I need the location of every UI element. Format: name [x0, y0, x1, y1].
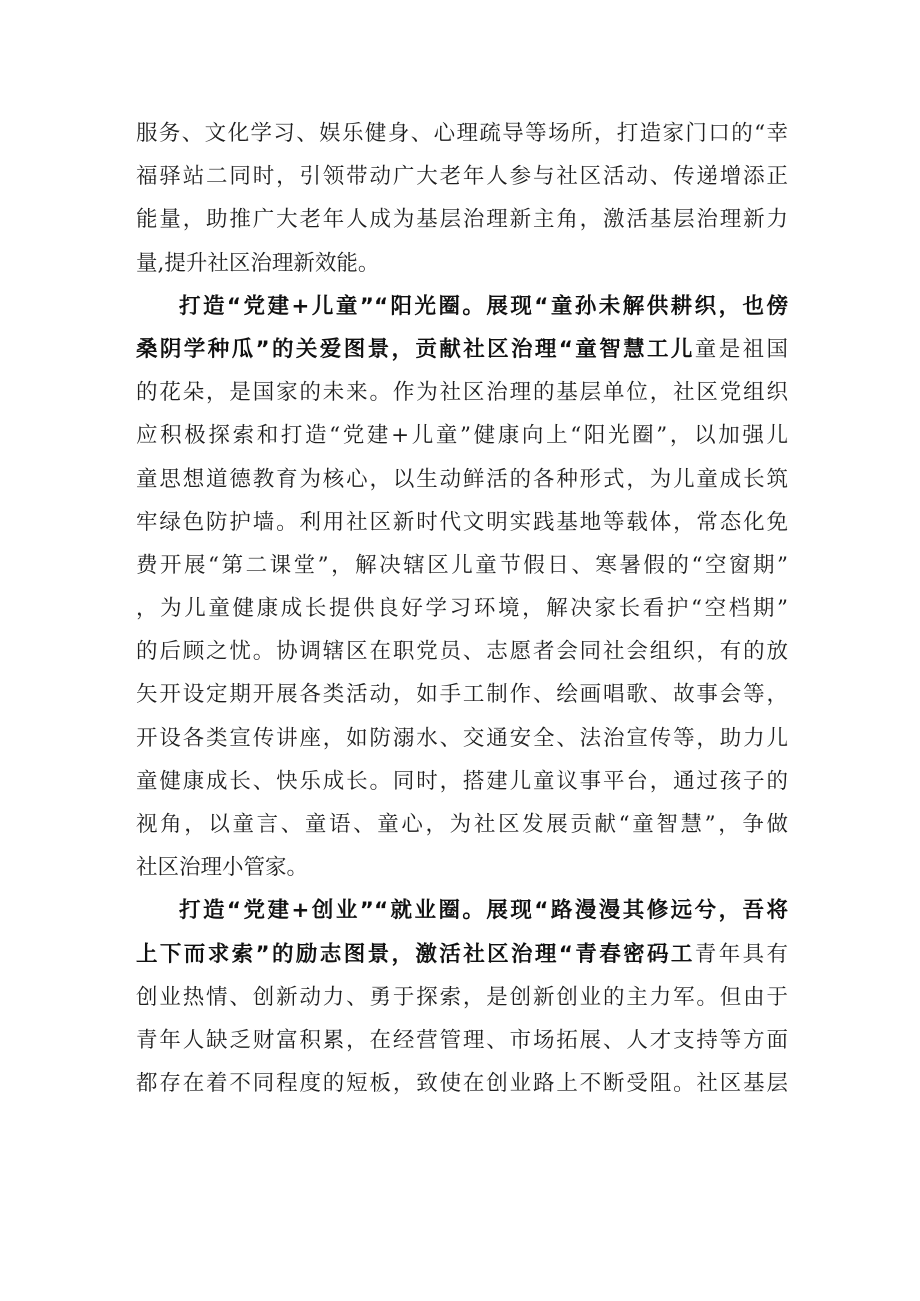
section-heading: 打造“党建+儿童”“阳光圈。展现“童孙未解供耕织，也傍	[179, 293, 788, 319]
paragraph-2-line-10: 矢开设定期开展各类活动，如手工制作、绘画唱歌、故事会等，	[136, 682, 788, 708]
paragraph-1-line-1: 服务、文化学习、娱乐健身、心理疏导等场所，打造家门口的“幸	[136, 121, 788, 146]
paragraph-3-line-3: 创业热情、创新动力、勇于探索，是创新创业的主力军。但由于	[136, 984, 788, 1010]
paragraph-2-line-5: 童思想道德教育为核心，以生动鲜活的各种形式，为儿童成长筑	[136, 466, 788, 492]
paragraph-2-line-7: 费开展“第二课堂”，解决辖区儿童节假日、寒暑假的“空窗期”	[136, 552, 788, 578]
paragraph-text: 童是祖国	[694, 336, 788, 362]
paragraph-1-line-4: 量,提升社区治理新效能。	[136, 250, 380, 276]
document-body	[136, 112, 788, 1105]
section-heading: 打造“党建+创业”“就业圈。展现“路漫漫其修远兮，吾将	[179, 898, 788, 924]
paragraph-2-line-2	[136, 328, 788, 371]
paragraph-3-line-4: 青年人缺乏财富积累，在经营管理、市场拓展、人才支持等方面	[136, 1027, 788, 1053]
paragraph-2-line-13: 视角，以童言、童语、童心，为社区发展贡献“童智慧”，争做	[136, 812, 788, 837]
paragraph-2-line-9: 的后顾之忧。协调辖区在职党员、志愿者会同社会组织，有的放	[136, 639, 788, 665]
paragraph-3-line-5: 都存在着不同程度的短板，致使在创业路上不断受阻。社区基层	[136, 1071, 788, 1097]
paragraph-3-line-1	[136, 889, 788, 932]
paragraph-2-line-14: 社区治理小管家。	[136, 855, 309, 881]
paragraph-2-line-4: 应积极探索和打造“党建+儿童”健康向上“阳光圈”，以加强儿	[136, 423, 788, 449]
paragraph-2-line-3: 的花朵，是国家的未来。作为社区治理的基层单位，社区党组织	[136, 380, 788, 406]
paragraph-2-line-8: ，为儿童健康成长提供良好学习环境，解决家长看护“空档期”	[136, 596, 788, 622]
paragraph-2-line-11: 开设各类宣传讲座，如防溺水、交通安全、法治宣传等，助力儿	[136, 725, 788, 751]
paragraph-1-line-2: 福驿站二同时，引领带动广大老年人参与社区活动、传递增添正	[136, 164, 788, 190]
paragraph-2-line-6: 牢绿色防护墙。利用社区新时代文明实践基地等载体，常态化免	[136, 509, 788, 535]
section-heading: 上下而求索”的励志图景，激活社区治理“青春密码工	[136, 941, 695, 967]
paragraph-3-line-2	[136, 933, 788, 976]
paragraph-text: 青年具有	[694, 941, 788, 967]
section-heading: 桑阴学种瓜”的关爱图景，贡献社区治理“童智慧工儿	[136, 336, 695, 362]
paragraph-1-line-3: 能量，助推广大老年人成为基层治理新主角，激活基层治理新力	[136, 207, 788, 233]
paragraph-2-line-12: 童健康成长、快乐成长。同时，搭建儿童议事平台，通过孩子的	[136, 768, 788, 794]
paragraph-2-line-1	[136, 285, 788, 328]
